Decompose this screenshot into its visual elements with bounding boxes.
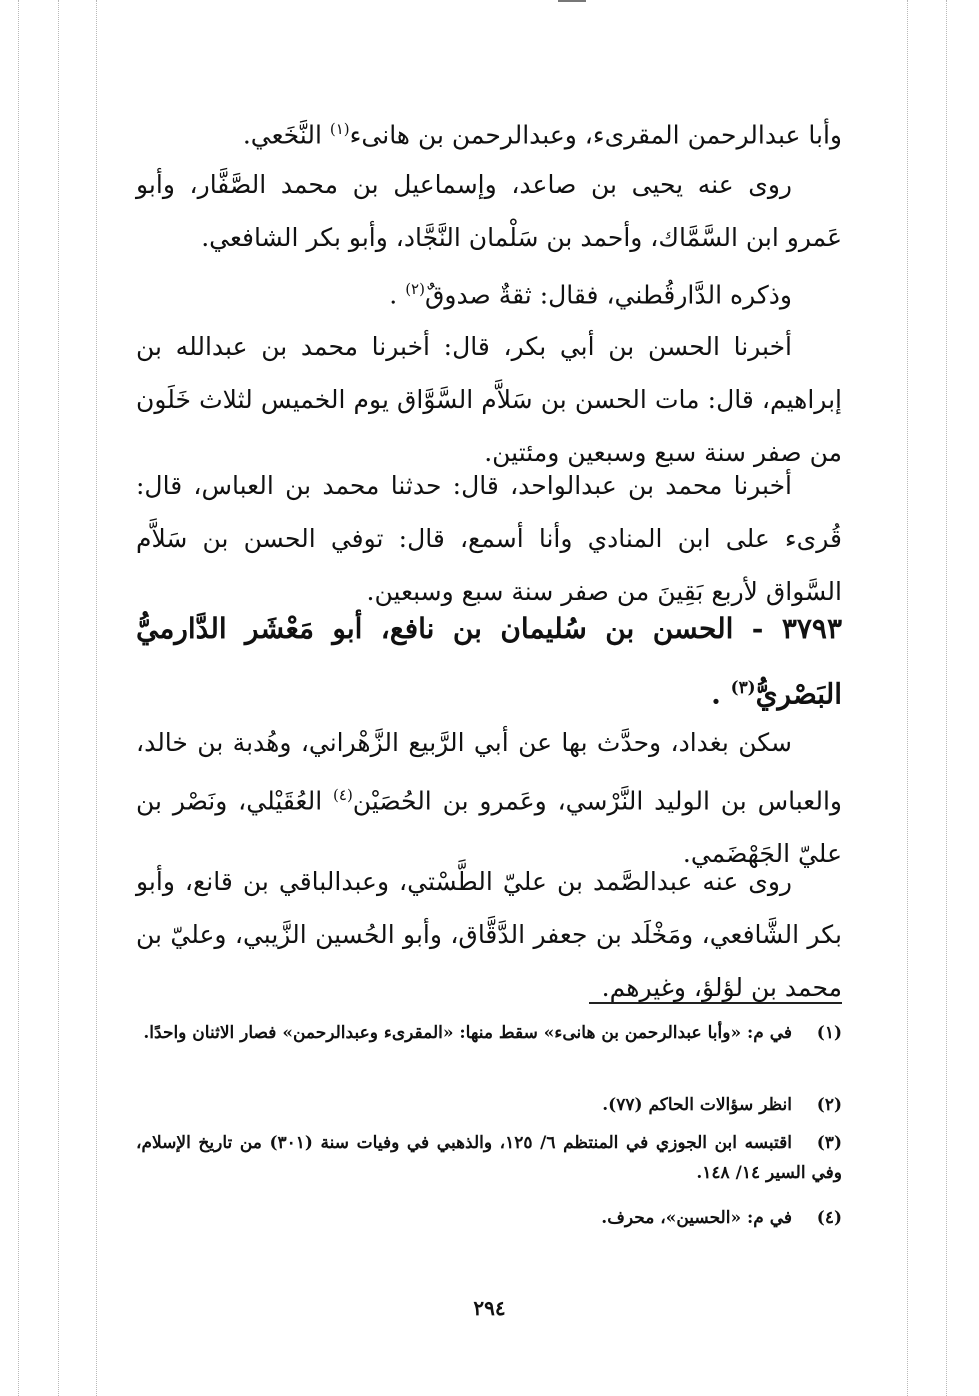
footnote-text: اقتبسه ابن الجوزي في المنتظم ٦/ ١٢٥، والذهبي في وفيات سنة (٣٠١) من تاريخ الإسلام، وفي السير ١٤/ ١٤٨. <box>136 1133 842 1183</box>
footnote-text: في م: «وأبا عبدالرحمن بن هانىء» سقط منها: «المقرىء وعبدالرحمن» فصار الاثنان واحدًا. <box>143 1023 792 1043</box>
top-mark <box>558 0 586 2</box>
footnote-4 <box>136 1203 842 1233</box>
entry-heading <box>136 600 842 723</box>
paragraph-text: روى عنه عبدالصَّمد بن عليّ الطَّسْتي، وعبدالباقي بن قانع، وأبو بكر الشَّافعي، ومَخْلَد بن جعفر الدَّقَّاق، وأبو الحُسين الزَّيبي، وعليّ بن محمد بن لؤلؤ، وغيرهم. <box>136 867 842 1002</box>
footnote-ref: (٣) <box>730 677 756 697</box>
entry-heading-text: . <box>711 677 731 711</box>
paragraph-death-report-2 <box>136 459 842 618</box>
paragraph-text: وذكره الدَّارقُطني، فقال: ثقةٌ صدوقٌ <box>424 280 792 310</box>
paragraph-continuation <box>136 103 842 161</box>
paragraph-narrated-from <box>136 855 842 1014</box>
footnote-separator <box>589 1002 842 1004</box>
footnote-1 <box>136 1018 842 1048</box>
paragraph-daraqutni <box>136 263 842 321</box>
entry-heading-text: ٣٧٩٣ - الحسن بن سُليمان بن نافع، أبو مَعْشَر الدَّارميُّ البَصْريُّ <box>136 612 842 711</box>
paragraph-text: سكن بغداد، وحدَّث بها عن أبي الرَّبيع الزَّهْراني، وهُدبة بن خالد، والعباس بن الوليد النَّرْسي، وعَمرو بن الحُصَيْن <box>136 728 842 816</box>
footnote-ref: (٤) <box>333 786 353 804</box>
footnote-number: (١) <box>816 1023 842 1043</box>
footnote-number: (٢) <box>816 1095 842 1115</box>
footnote-text: في م: «الحسين»، محرف. <box>601 1208 792 1228</box>
page-number: ٢٩٤ <box>473 1296 506 1320</box>
paragraph-text: أخبرنا محمد بن عبدالواحد، قال: حدثنا محمد بن العباس، قال: قُرىء على ابن المنادي وأنا أسمع، قال: توفي الحسن بن سَلاَّم السَّواق لأربع بَقِينَ من صفر سنة سبع وسبعين. <box>136 471 842 606</box>
footnote-text: انظر سؤالات الحاكم (٧٧). <box>602 1095 792 1115</box>
footnote-ref: (٢) <box>405 280 425 298</box>
paragraph-text: أخبرنا الحسن بن أبي بكر، قال: أخبرنا محمد بن عبدالله بن إبراهيم، قال: مات الحسن بن سَلاَّم السَّوَّاق يوم الخميس لثلاث خَلَون من صفر سنة سبع وسبعين ومئتين. <box>136 332 842 467</box>
paragraph-text: وأبا عبدالرحمن المقرىء، وعبدالرحمن بن هانىء <box>349 120 842 150</box>
footnote-3 <box>136 1128 842 1188</box>
paragraph-text: النَّخَعي. <box>242 120 330 150</box>
scan-edge-line <box>96 0 97 1396</box>
scan-edge-line <box>58 0 59 1396</box>
paragraph-text: روى عنه يحيى بن صاعد، وإسماعيل بن محمد الصَّفَّار، وأبو عَمرو ابن السَّمَّاك، وأحمد بن سَلْمان النَّجَّاد، وأبو بكر الشافعي. <box>136 170 842 252</box>
scan-edge-line <box>946 0 947 1396</box>
footnote-2 <box>136 1090 842 1120</box>
paragraph-death-report-1 <box>136 320 842 479</box>
footnote-number: (٣) <box>816 1133 842 1153</box>
scan-edge-line <box>907 0 908 1396</box>
scan-edge-line <box>18 0 19 1396</box>
paragraph-text: العُقَيْلي، ونَصْر بن عليّ الجَهْضَمي. <box>136 786 842 869</box>
footnote-number: (٤) <box>816 1208 842 1228</box>
footnote-ref: (١) <box>329 120 350 138</box>
paragraph-narrators <box>136 158 842 264</box>
paragraph-text: . <box>389 280 406 310</box>
